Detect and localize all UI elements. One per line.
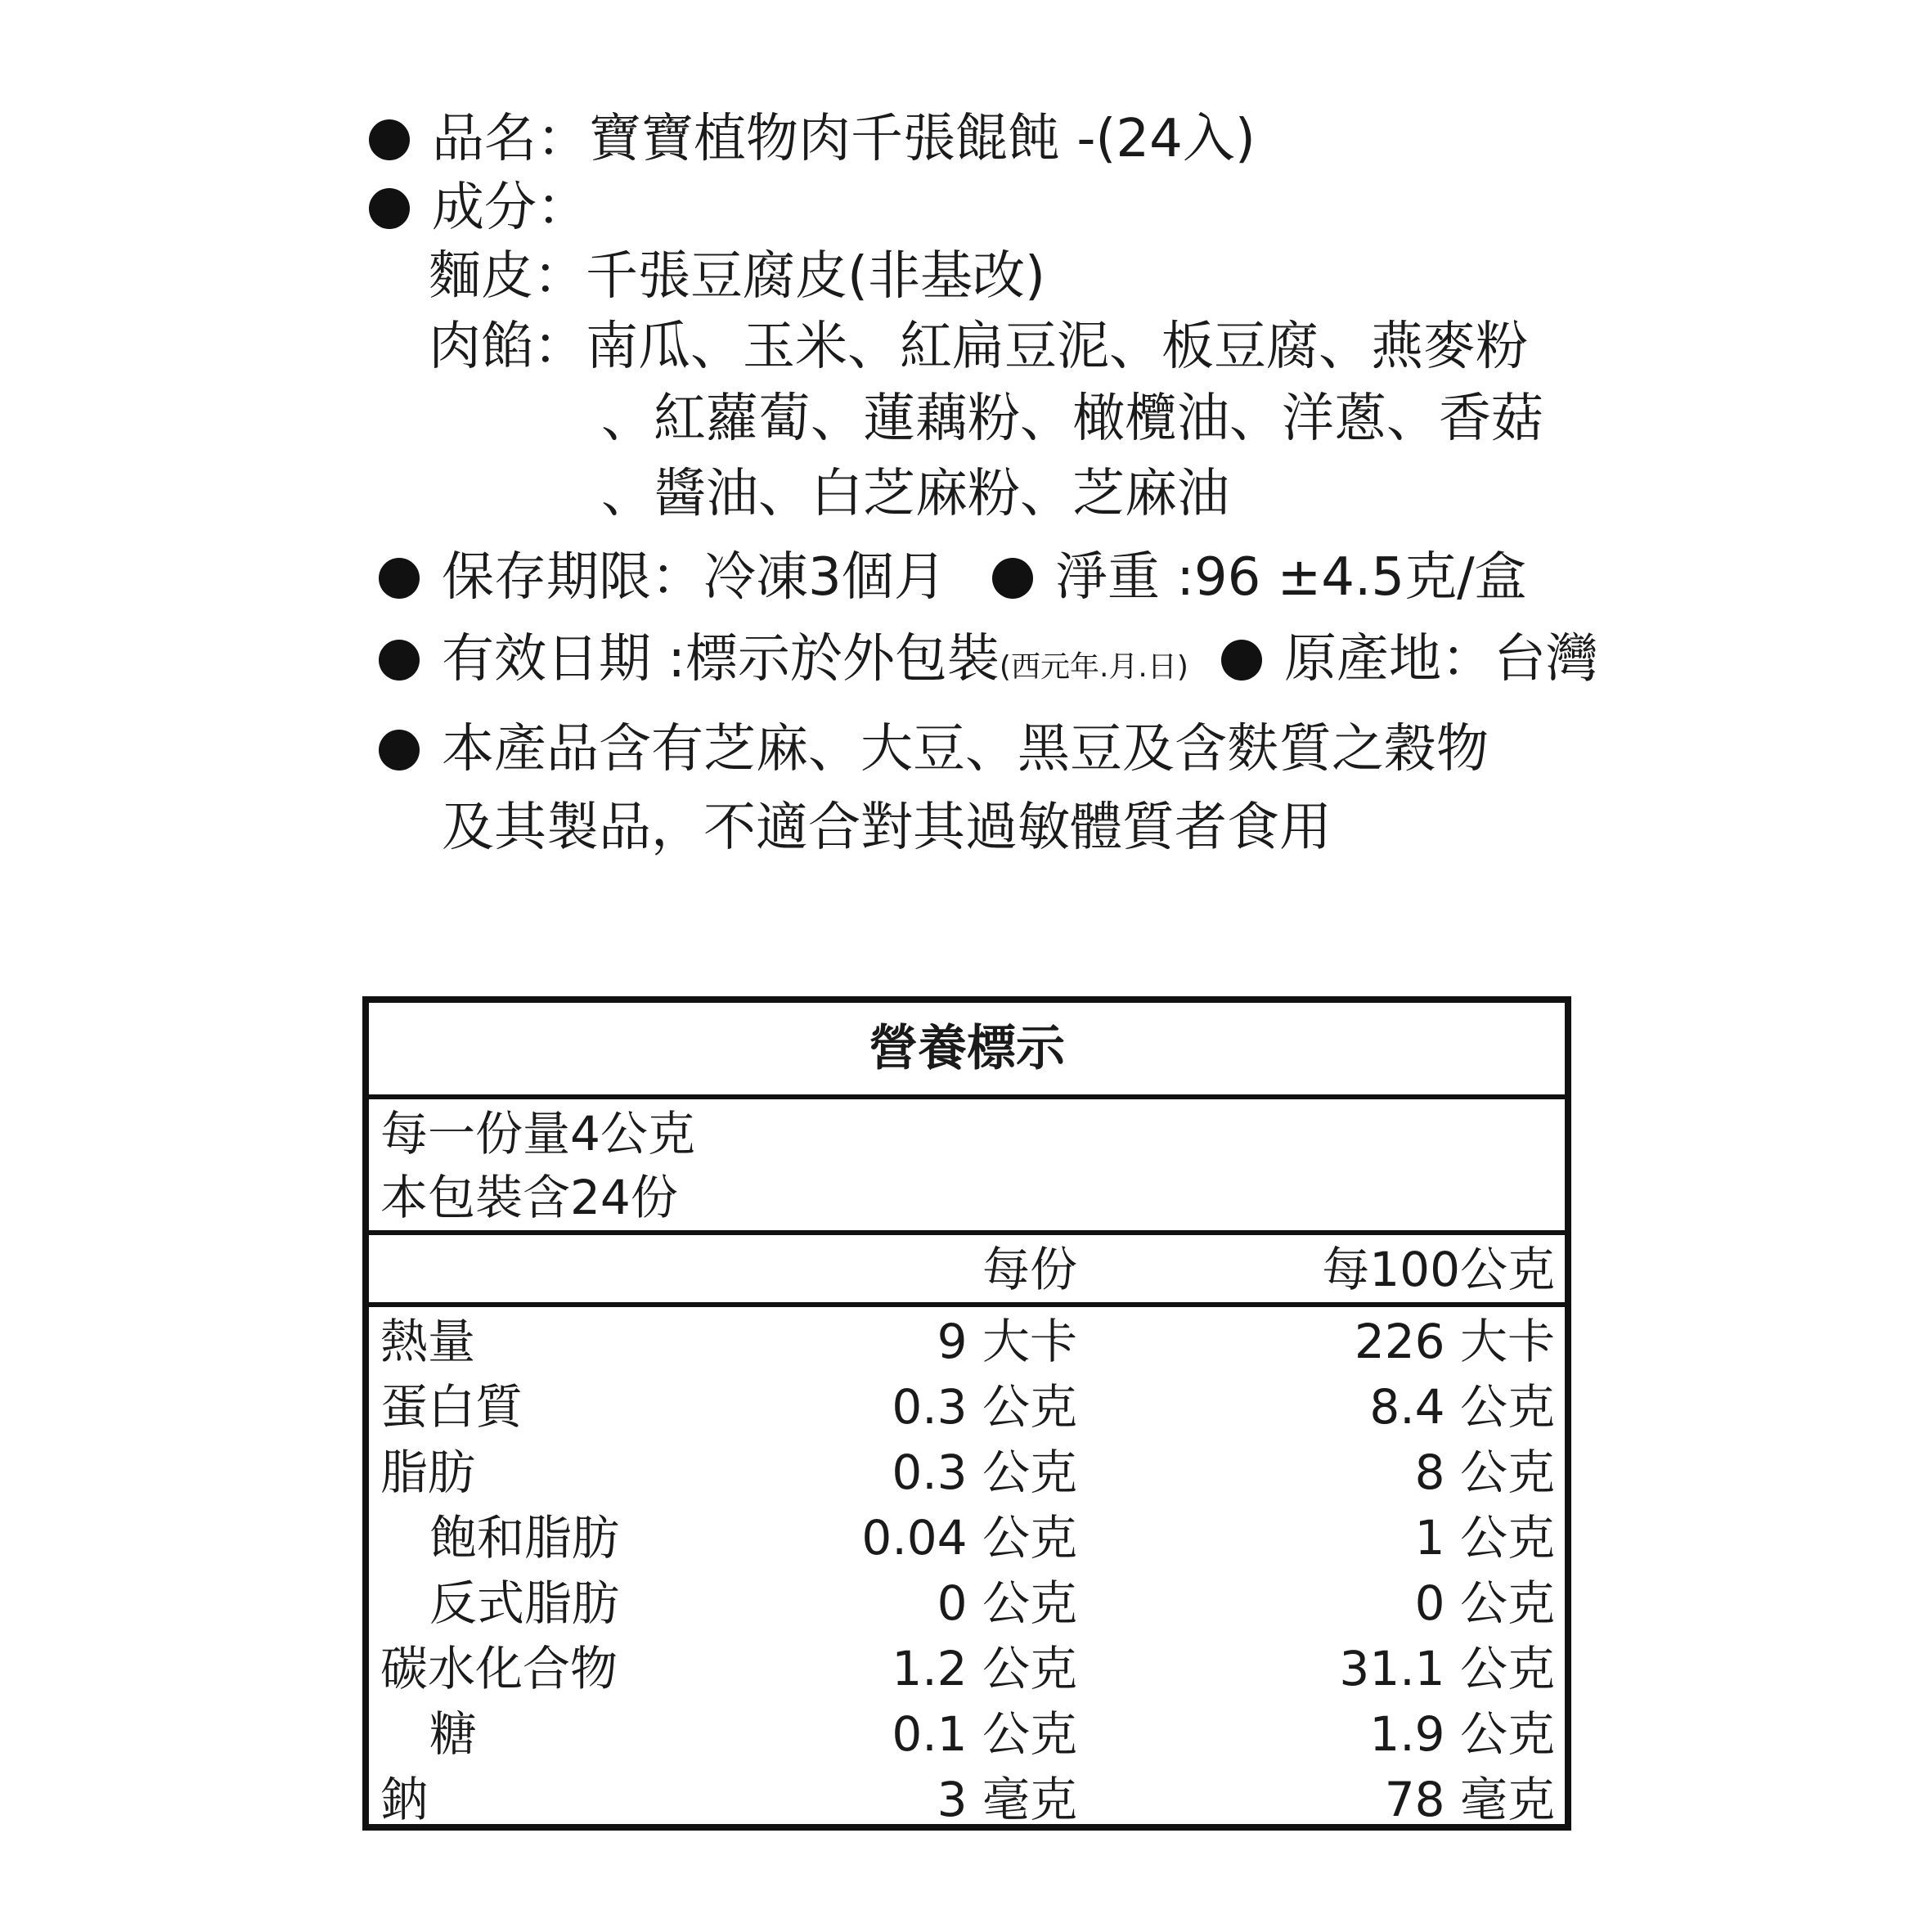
filling-line-3: 、醬油、白芝麻粉、芝麻油: [601, 464, 1229, 524]
per-serving-value: 0.04 公克: [861, 1510, 1077, 1566]
expiry-date: [442, 627, 1188, 700]
nutrient-name: 熱量: [380, 1314, 476, 1369]
bullet-icon: [369, 119, 410, 160]
bullet-icon: [1221, 640, 1262, 681]
nutrition-title: 營養標示: [869, 1020, 1065, 1077]
expiry-label: 有效日期 :標示於外包裝: [442, 629, 1000, 690]
per-100g-value: 8 公克: [1414, 1445, 1555, 1500]
nutrient-row: [369, 1701, 1565, 1767]
nutrient-row: [369, 1767, 1565, 1832]
wrapper-ingredient: 麵皮：千張豆腐皮(非基改): [429, 246, 1045, 307]
per-serving-value: 0.1 公克: [892, 1706, 1077, 1762]
expiry-note: (西元年.月.日): [999, 650, 1188, 684]
per-serving-value: 0 公克: [937, 1575, 1077, 1631]
col-per-serving: 每份: [982, 1242, 1077, 1297]
servings-per-package: 本包裝含24份: [380, 1170, 678, 1225]
net-weight: 淨重 :96 ±4.5克/盒: [1055, 547, 1527, 608]
per-100g-value: 0 公克: [1414, 1575, 1555, 1631]
allergen-line-1: 本產品含有芝麻、大豆、黑豆及含麩質之穀物: [442, 719, 1489, 780]
allergen-line-2: 及其製品，不適合對其過敏體質者食用: [442, 798, 1332, 858]
nutrient-row: [369, 1374, 1565, 1440]
nutrient-row: [369, 1309, 1565, 1374]
serving-size: 每一份量4公克: [380, 1106, 695, 1161]
per-serving-value: 1.2 公克: [892, 1641, 1077, 1696]
bullet-icon: [379, 558, 420, 599]
nutrition-table: [362, 996, 1571, 1831]
nutrient-name: 脂肪: [380, 1445, 476, 1500]
filling-line-1: 肉餡：南瓜、玉米、紅扁豆泥、板豆腐、燕麥粉: [429, 317, 1528, 377]
per-100g-value: 1 公克: [1414, 1510, 1555, 1566]
per-100g-value: 78 毫克: [1384, 1772, 1555, 1827]
per-serving-value: 0.3 公克: [892, 1445, 1077, 1500]
per-serving-value: 3 毫克: [937, 1772, 1077, 1827]
origin: 原產地：台灣: [1284, 629, 1598, 690]
nutrient-name: 反式脂肪: [429, 1575, 620, 1631]
bullet-icon: [992, 558, 1033, 599]
nutrient-row: [369, 1636, 1565, 1701]
divider: [369, 1094, 1565, 1099]
nutrient-name: 飽和脂肪: [429, 1510, 620, 1566]
per-100g-value: 31.1 公克: [1339, 1641, 1555, 1696]
nutrient-row: [369, 1505, 1565, 1570]
nutrient-name: 蛋白質: [380, 1379, 523, 1435]
per-serving-value: 0.3 公克: [892, 1379, 1077, 1435]
nutrient-row: [369, 1570, 1565, 1636]
per-100g-value: 226 大卡: [1354, 1314, 1555, 1369]
nutrient-name: 糖: [429, 1706, 478, 1762]
divider: [369, 1230, 1565, 1235]
bullet-icon: [379, 640, 420, 681]
per-100g-value: 8.4 公克: [1369, 1379, 1555, 1435]
bullet-icon: [369, 188, 410, 229]
bullet-icon: [379, 730, 420, 771]
shelf-life: 保存期限：冷凍3個月: [442, 547, 946, 608]
col-per-100g: 每100公克: [1322, 1242, 1555, 1297]
product-name: 品名：寶寶植物肉千張餛飩 -(24入): [432, 109, 1256, 169]
nutrient-name: 碳水化合物: [380, 1641, 618, 1696]
ingredients-label: 成分：: [432, 177, 589, 238]
per-serving-value: 9 大卡: [937, 1314, 1077, 1369]
nutrient-name: 鈉: [380, 1772, 429, 1827]
divider: [369, 1302, 1565, 1307]
nutrient-row: [369, 1440, 1565, 1505]
per-100g-value: 1.9 公克: [1369, 1706, 1555, 1762]
filling-line-2: 、紅蘿蔔、蓮藕粉、橄欖油、洋蔥、香菇: [601, 389, 1543, 449]
